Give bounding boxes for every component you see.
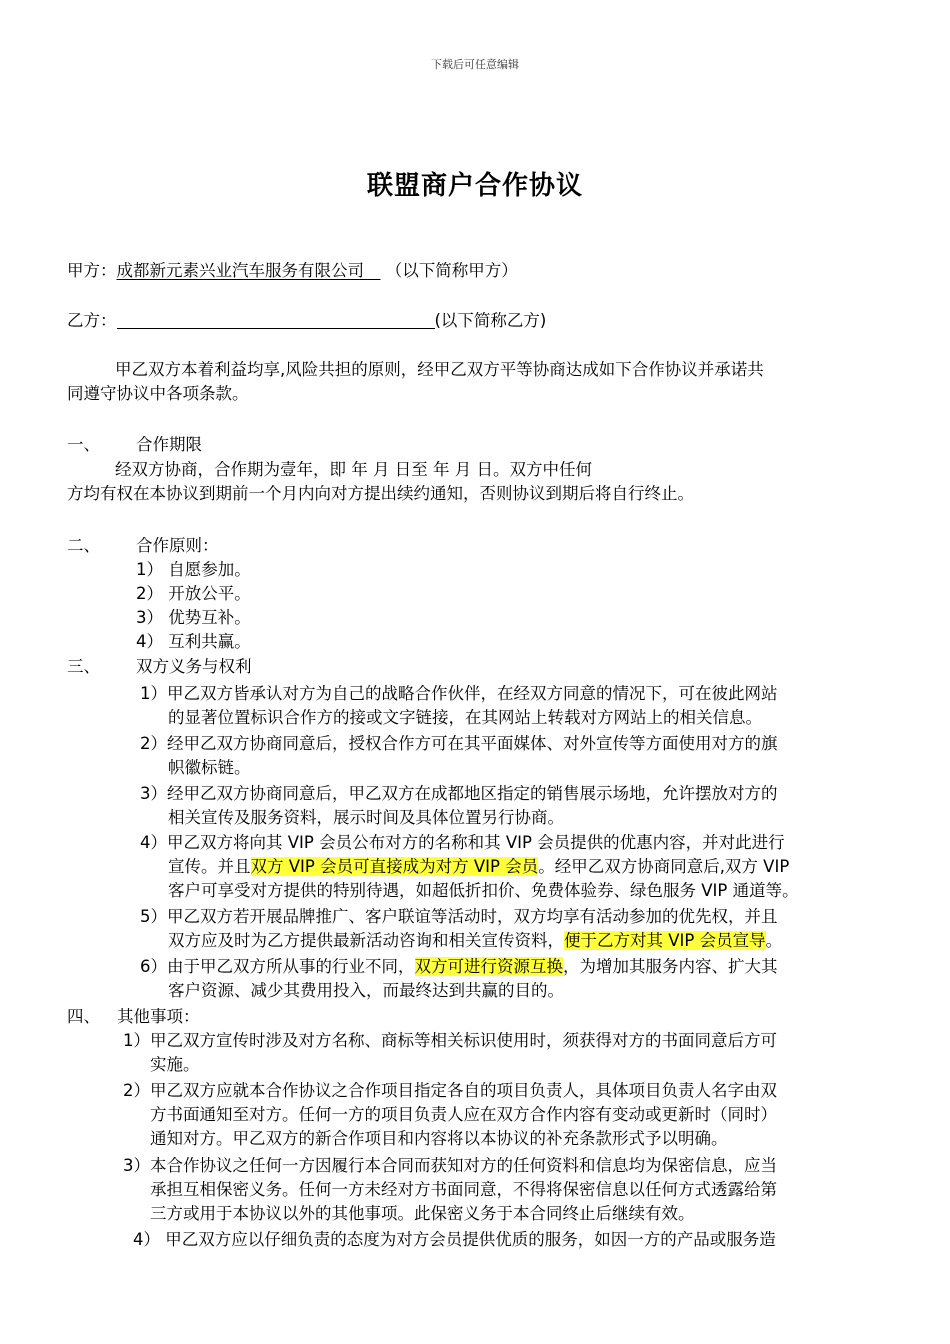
section-4-number: 四、 <box>67 1007 100 1026</box>
matter-3-line-3: 三方或用于本协议以外的其他事项。此保密义务于本合同终止后继续有效。 <box>150 1204 695 1223</box>
party-b-blank <box>117 310 435 329</box>
obligation-4-text-a: 宣传。并且 <box>168 857 251 876</box>
party-b-label: 乙方： <box>67 311 117 330</box>
obligation-6-text-b: ，为增加其服务内容、扩大其 <box>563 957 778 976</box>
obligation-1-line-2: 的显著位置标识合作方的接或文字链接，在其网站上转载对方网站上的相关信息。 <box>168 708 762 727</box>
document-title: 联盟商户合作协议 <box>366 171 583 201</box>
section-1-number: 一、 <box>67 435 100 454</box>
obligation-6-text-a: 6）由于甲乙双方所从事的行业不同， <box>140 957 415 976</box>
party-b-line <box>67 309 546 333</box>
party-a-label: 甲方： <box>67 261 117 280</box>
party-a-underline-pad <box>364 261 381 280</box>
matter-3-line-1: 3）本合作协议之任何一方因履行本合同而获知对方的任何资料和信息均为保密信息，应当 <box>123 1156 777 1175</box>
obligation-5-text-b: 。 <box>765 931 783 950</box>
obligation-5-line-2 <box>168 929 782 953</box>
party-a-line <box>67 259 518 283</box>
obligation-5-line-1: 5）甲乙双方若开展品牌推广、客户联谊等活动时，双方均享有活动参加的优先权，并且 <box>140 907 778 926</box>
principle-item: 3） 优势互补。 <box>136 608 251 627</box>
section-2-number: 二、 <box>67 536 100 555</box>
obligation-5-highlight: 便于乙方对其 VIP 会员宣导 <box>564 931 766 950</box>
section-2-heading: 合作原则： <box>136 536 219 555</box>
obligation-4-line-1: 4）甲乙双方将向其 VIP 会员公布对方的名称和其 VIP 会员提供的优惠内容，并对此进行 <box>140 833 785 852</box>
section-1-heading: 合作期限 <box>136 435 202 454</box>
obligation-2-line-1: 2）经甲乙双方协商同意后，授权合作方可在其平面媒体、对外宣传等方面使用对方的旗 <box>140 734 778 753</box>
obligation-6-line-2: 客户资源、减少其费用投入，而最终达到共赢的目的。 <box>168 981 564 1000</box>
section-1-line-2: 方均有权在本协议到期前一个月内向对方提出续约通知，否则协议到期后将自行终止。 <box>67 484 694 503</box>
section-3-number: 三、 <box>67 657 100 676</box>
section-1-line-1: 经双方协商，合作期为壹年，即 年 月 日至 年 月 日。双方中任何 <box>115 460 592 479</box>
intro-line-1: 甲乙双方本着利益均享,风险共担的原则，经甲乙双方平等协商达成如下合作协议并承诺共 <box>115 360 764 379</box>
principle-item: 4） 互利共赢。 <box>136 632 251 651</box>
section-4-heading: 其他事项： <box>117 1007 200 1026</box>
obligation-1-line-1: 1）甲乙双方皆承认对方为自己的战略合作伙伴，在经双方同意的情况下，可在彼此网站 <box>140 684 778 703</box>
obligation-2-line-2: 帜徽标链。 <box>168 758 251 777</box>
party-a-suffix: （以下简称甲方） <box>385 261 518 280</box>
obligation-4-text-b: 。经甲乙双方协商同意后,双方 VIP <box>538 857 790 876</box>
matter-2-line-3: 通知对方。甲乙双方的新合作项目和内容将以本协议的补充条款形式予以明确。 <box>150 1129 728 1148</box>
matter-1-line-1: 1）甲乙双方宣传时涉及对方名称、商标等相关标识使用时，须获得对方的书面同意后方可 <box>123 1031 777 1050</box>
header-note: 下载后可任意编辑 <box>431 58 519 71</box>
section-3-heading: 双方义务与权利 <box>136 657 252 676</box>
obligation-6-line-1 <box>140 955 778 979</box>
principle-item: 2） 开放公平。 <box>136 584 251 603</box>
intro-line-2: 同遵守协议中各项条款。 <box>67 384 249 403</box>
obligation-6-highlight: 双方可进行资源互换 <box>414 957 563 976</box>
matter-1-line-2: 实施。 <box>150 1055 200 1074</box>
party-a-name: 成都新元素兴业汽车服务有限公司 <box>116 261 364 280</box>
obligation-3-line-1: 3）经甲乙双方协商同意后，甲乙双方在成都地区指定的销售展示场地，允许摆放对方的 <box>140 784 778 803</box>
obligation-4-highlight: 双方 VIP 会员可直接成为对方 VIP 会员 <box>250 857 539 876</box>
obligation-5-text-a: 双方应及时为乙方提供最新活动咨询和相关宣传资料， <box>168 931 564 950</box>
obligation-4-line-2 <box>168 855 789 879</box>
obligation-3-line-2: 相关宣传及服务资料，展示时间及具体位置另行协商。 <box>168 808 564 827</box>
principle-item: 1） 自愿参加。 <box>136 560 251 579</box>
matter-2-line-2: 方书面通知至对方。任何一方的项目负责人应在双方合作内容有变动或更新时（同时） <box>150 1105 777 1124</box>
party-b-suffix: (以下简称乙方) <box>434 311 547 330</box>
matter-4-line-1: 4） 甲乙双方应以仔细负责的态度为对方会员提供优质的服务，如因一方的产品或服务造 <box>133 1230 776 1249</box>
matter-3-line-2: 承担互相保密义务。任何一方未经对方书面同意，不得将保密信息以任何方式透露给第 <box>150 1180 777 1199</box>
obligation-4-line-3: 客户可享受对方提供的特别待遇，如超低折扣价、免费体验券、绿色服务 VIP 通道等。 <box>168 881 799 900</box>
matter-2-line-1: 2）甲乙双方应就本合作协议之合作项目指定各自的项目负责人，具体项目负责人名字由双 <box>123 1081 777 1100</box>
